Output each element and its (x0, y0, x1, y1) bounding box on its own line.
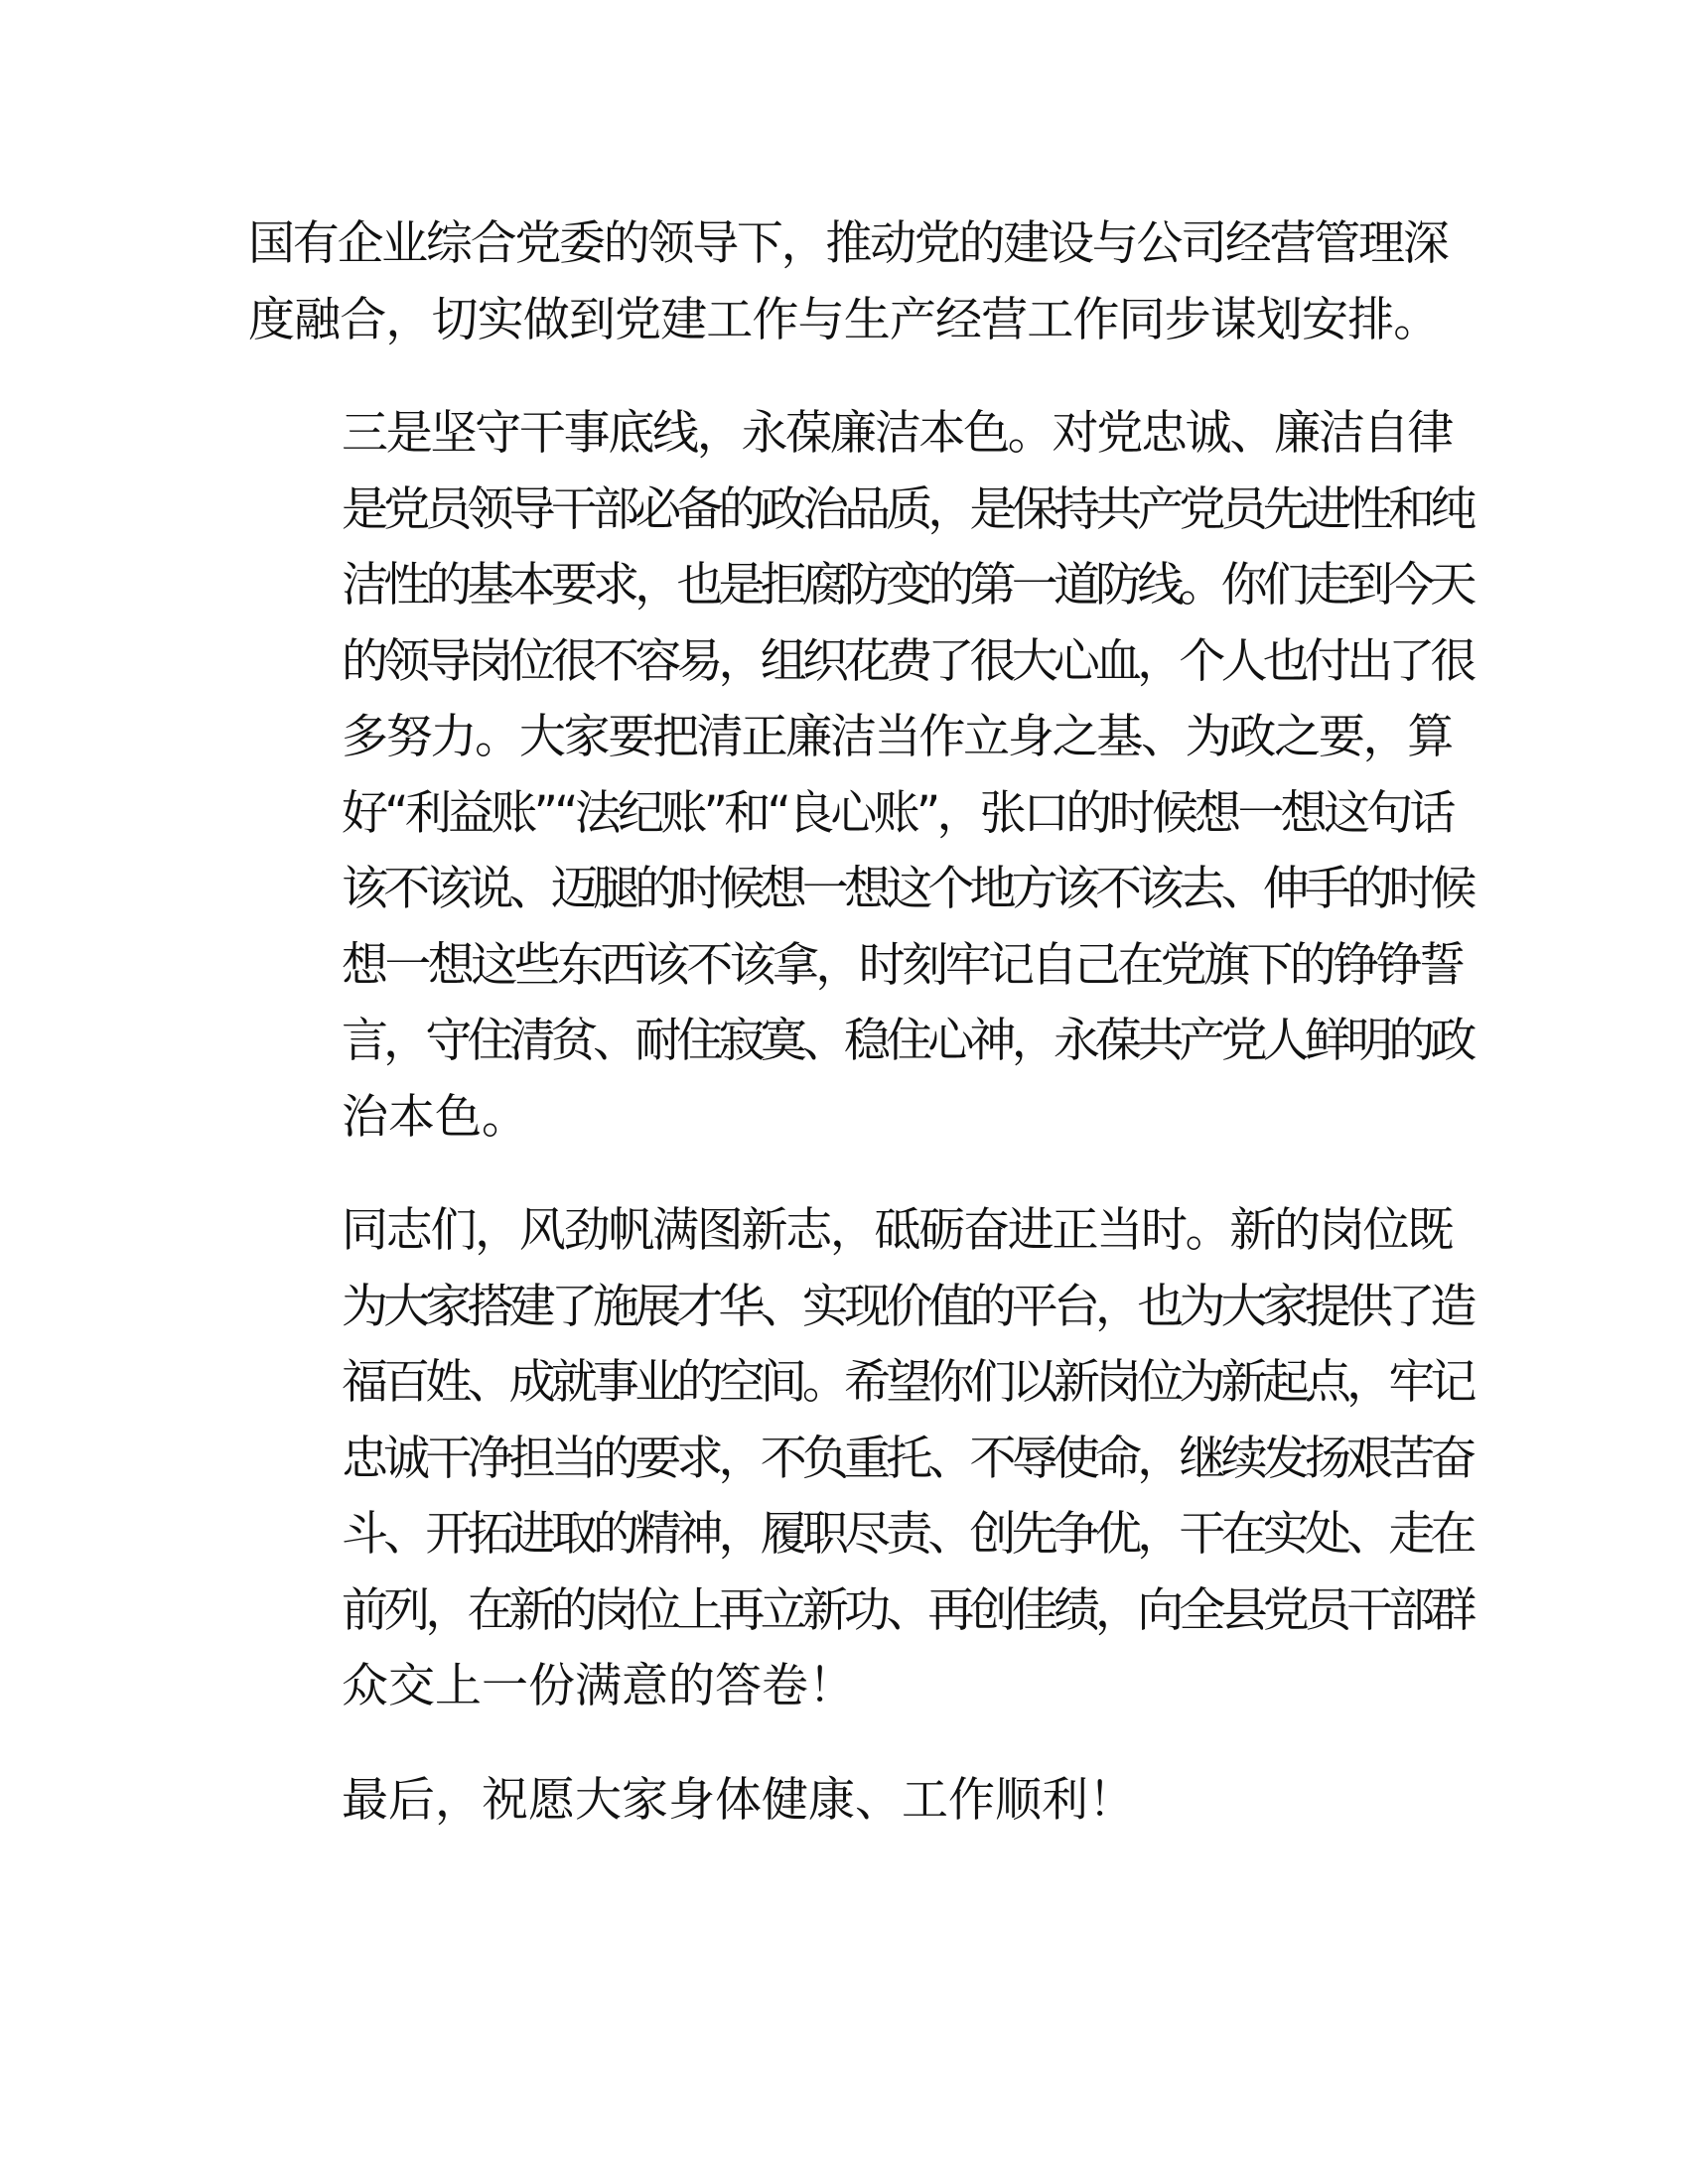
text-line: 是党员领导干部必备的政治品质，是保持共产党员先进性和纯 (342, 481, 1473, 537)
text-line: 度融合，切实做到党建工作与生产经营工作同步谋划安排。 (248, 292, 1440, 347)
text-line: 福百姓、成就事业的空间。希望你们以新岗位为新起点，牢记 (342, 1355, 1473, 1410)
text-line: 国有企业综合党委的领导下，推动党的建设与公司经营管理深 (248, 216, 1448, 271)
text-line: 忠诚干净担当的要求，不负重托、不辱使命，继续发扬艰苦奋 (342, 1431, 1473, 1486)
paragraph (248, 206, 1448, 358)
document-body (248, 206, 1473, 1876)
paragraph (248, 396, 1473, 1156)
text-line: 想一想这些东西该不该拿，时刻牢记自己在党旗下的铮铮誓 (342, 937, 1463, 993)
text-line: 好“利益账”“法纪账”和“良心账”，张口的时候想一想这句话 (342, 785, 1453, 841)
text-line: 多努力。大家要把清正廉洁当作立身之基、为政之要，算 (342, 710, 1452, 764)
text-line: 为大家搭建了施展才华、实现价值的平台，也为大家提供了造 (342, 1279, 1473, 1334)
text-line: 的领导岗位很不容易，组织花费了很大心血，个人也付出了很 (342, 633, 1473, 689)
text-line: 最后，祝愿大家身体健康、工作顺利！ (342, 1772, 1135, 1828)
text-line: 洁性的基本要求，也是拒腐防变的第一道防线。你们走到今天 (342, 558, 1473, 613)
text-line: 治本色。 (342, 1089, 528, 1145)
text-line: 众交上一份满意的答卷！ (342, 1659, 855, 1713)
text-line: 三是坚守干事底线，永葆廉洁本色。对党忠诚、廉洁自律 (342, 406, 1452, 461)
text-line: 斗、开拓进取的精神，履职尽责、创先争优，干在实处、走在 (342, 1507, 1473, 1562)
text-line: 言，守住清贫、耐住寂寞、稳住心神，永葆共产党人鲜明的政 (342, 1014, 1473, 1068)
text-line: 该不该说、迈腿的时候想一想这个地方该不该去、伸手的时候 (342, 862, 1473, 916)
paragraph (248, 1763, 1435, 1840)
text-line: 前列，在新的岗位上再立新功、再创佳绩，向全县党员干部群 (342, 1582, 1473, 1638)
text-line: 同志们，风劲帆满图新志，砥砺奋进正当时。新的岗位既 (342, 1203, 1452, 1258)
paragraph (248, 1193, 1473, 1725)
